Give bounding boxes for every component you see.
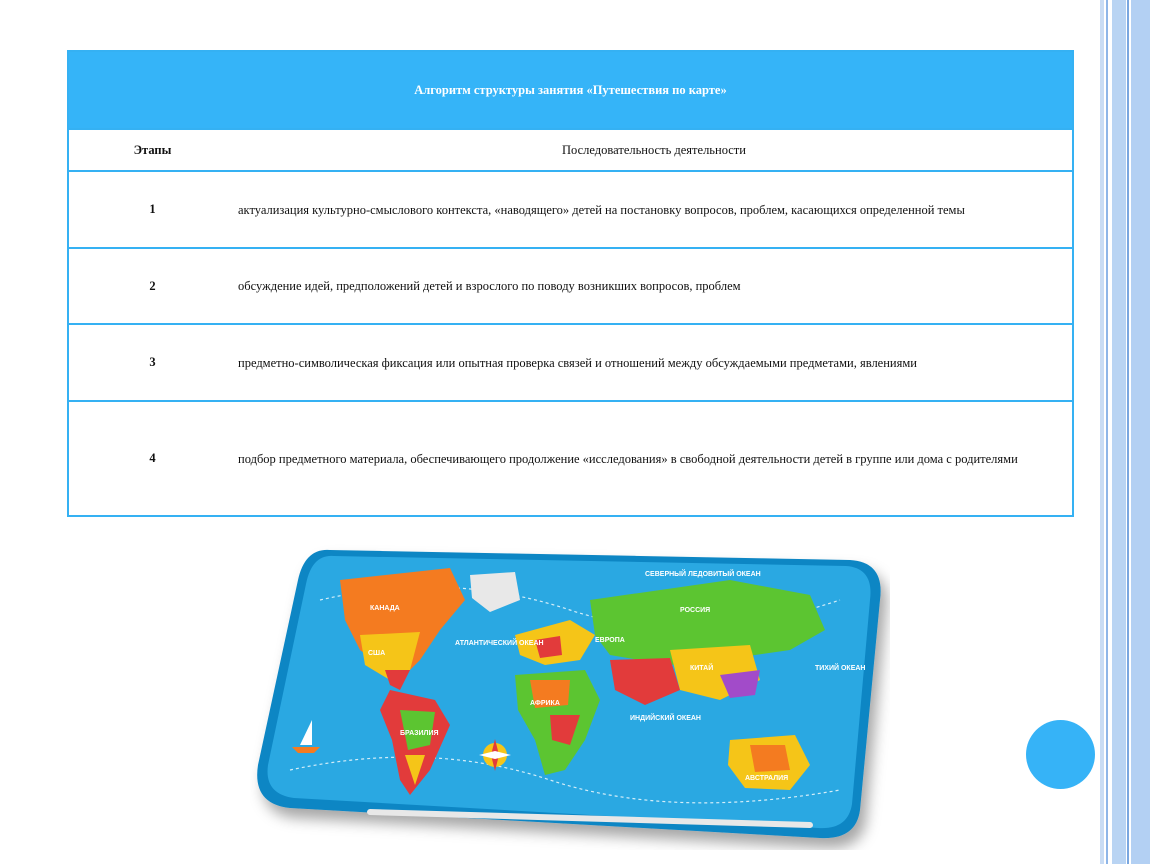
world-map-puzzle-image xyxy=(250,540,890,850)
map-label: КИТАЙ xyxy=(690,665,714,672)
map-label: США xyxy=(368,650,386,657)
algorithm-table xyxy=(67,50,1074,517)
map-label: АВСТРАЛИЯ xyxy=(745,775,789,782)
map-label: РОССИЯ xyxy=(680,607,711,614)
table-row xyxy=(68,171,1073,248)
stage-number: 3 xyxy=(68,324,236,401)
column-header-sequence: Последовательность деятельности xyxy=(236,129,1073,171)
stage-number: 4 xyxy=(68,401,236,516)
table-title: Алгоритм структуры занятия «Путешествия по карте» xyxy=(68,51,1073,129)
map-label: ЕВРОПА xyxy=(595,637,625,644)
stage-description: актуализация культурно-смыслового контекста, «наводящего» детей на постановку вопросов, проблем, касающихся определенной темы xyxy=(236,171,1073,248)
map-label: СЕВЕРНЫЙ ЛЕДОВИТЫЙ ОКЕАН xyxy=(645,571,761,578)
stage-description: обсуждение идей, предположений детей и взрослого по поводу возникших вопросов, проблем xyxy=(236,248,1073,324)
map-label: ИНДИЙСКИЙ ОКЕАН xyxy=(630,715,701,722)
stage-number: 1 xyxy=(68,171,236,248)
table-row xyxy=(68,324,1073,401)
table-row xyxy=(68,248,1073,324)
decor-stripe xyxy=(1131,0,1150,864)
table-row xyxy=(68,401,1073,516)
decor-stripe xyxy=(1127,0,1129,864)
decor-stripe xyxy=(1100,0,1104,864)
map-label: АТЛАНТИЧЕСКИЙ ОКЕАН xyxy=(455,640,544,647)
stage-number: 2 xyxy=(68,248,236,324)
decor-circle xyxy=(1026,720,1095,789)
map-label: АФРИКА xyxy=(530,700,560,707)
column-header-stages: Этапы xyxy=(68,129,236,171)
stage-description: подбор предметного материала, обеспечивающего продолжение «исследования» в свободной деятельности детей в группе или дома с родителями xyxy=(236,401,1073,516)
map-label: КАНАДА xyxy=(370,605,400,612)
stage-description: предметно-символическая фиксация или опытная проверка связей и отношений между обсуждаемыми предметами, явлениями xyxy=(236,324,1073,401)
map-label: БРАЗИЛИЯ xyxy=(400,730,439,737)
decor-stripe xyxy=(1112,0,1126,864)
map-label: ТИХИЙ ОКЕАН xyxy=(815,665,866,672)
decor-stripe xyxy=(1106,0,1108,864)
